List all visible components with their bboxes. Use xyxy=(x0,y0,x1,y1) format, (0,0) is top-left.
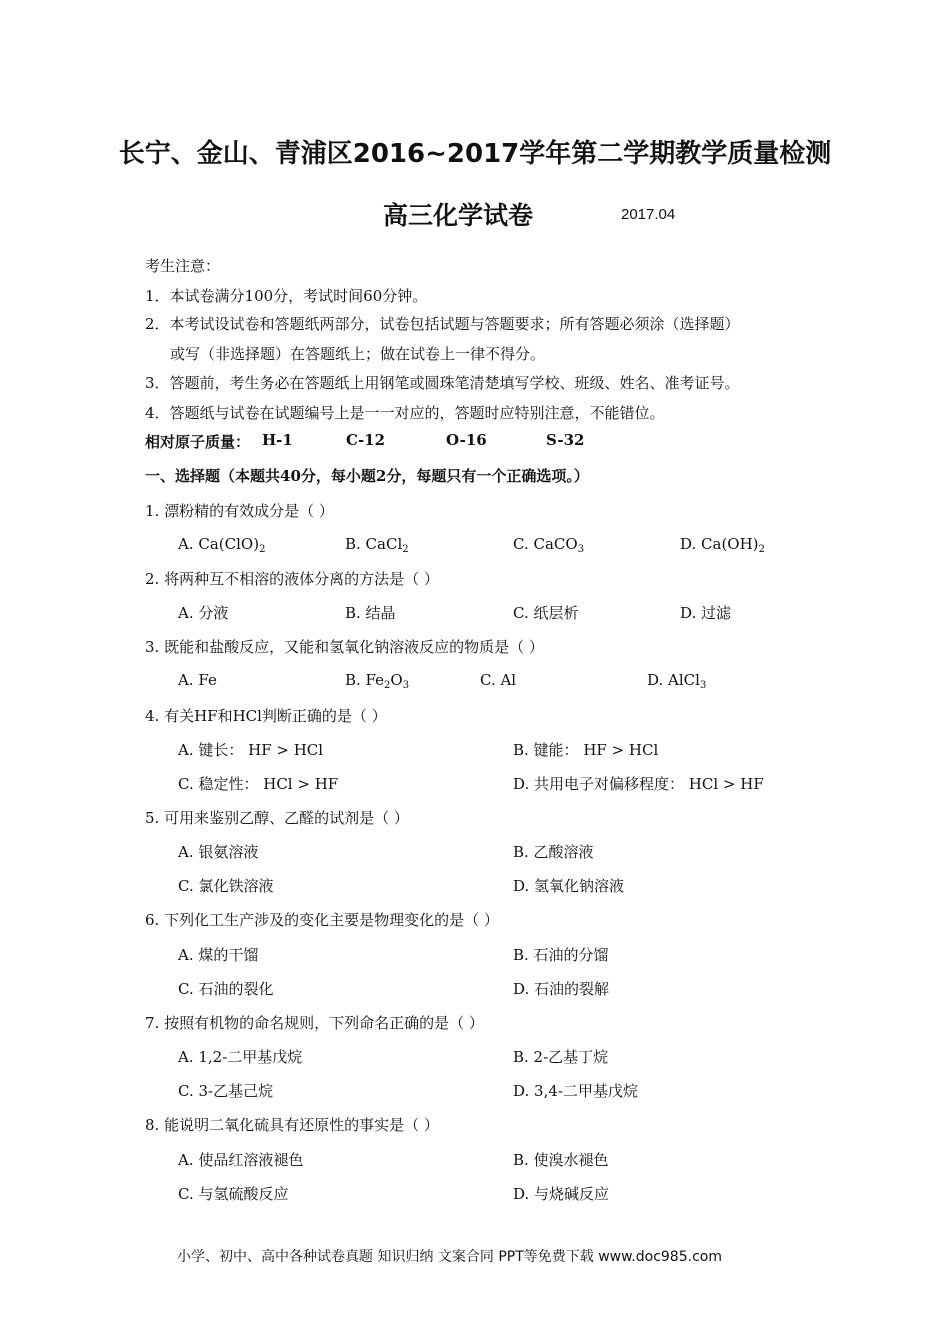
q7-option-b: B. 2-乙基丁烷 xyxy=(513,1048,609,1066)
section-title: 一、选择题（本题共40分，每小题2分，每题只有一个正确选项。） xyxy=(145,467,589,485)
q5-option-b: B. 乙酸溶液 xyxy=(513,843,594,861)
exam-subtitle: 高三化学试卷 xyxy=(383,201,534,230)
q5-option-a: A. 银氨溶液 xyxy=(178,843,259,861)
q3-option-a: A. Fe xyxy=(178,671,217,689)
q4-option-b: B. 键能： HF > HCl xyxy=(513,741,659,759)
q3-option-d: D. AlCl$_3$ xyxy=(647,671,707,691)
notice-item: 4．答题纸与试卷在试题编号上是一一对应的，答题时应特别注意，不能错位。 xyxy=(145,404,665,422)
q4-option-c: C. 稳定性： HCl > HF xyxy=(178,775,339,793)
q5-option-d: D. 氢氧化钠溶液 xyxy=(513,877,625,895)
q8-option-c: C. 与氢硫酸反应 xyxy=(178,1185,289,1203)
atomic-mass-s: S-32 xyxy=(546,431,585,449)
question-2-stem: 2. 将两种互不相溶的液体分离的方法是（ ） xyxy=(145,570,439,588)
atomic-mass-label: 相对原子质量： xyxy=(145,433,251,451)
q8-option-d: D. 与烧碱反应 xyxy=(513,1185,610,1203)
notice-item: 1．本试卷满分100分，考试时间60分钟。 xyxy=(145,287,428,305)
q6-option-b: B. 石油的分馏 xyxy=(513,946,609,964)
question-1-stem: 1. 漂粉精的有效成分是（ ） xyxy=(145,502,334,520)
q8-option-b: B. 使溴水褪色 xyxy=(513,1151,609,1169)
atomic-mass-o: O-16 xyxy=(446,431,487,449)
question-4-stem: 4. 有关HF和HCl判断正确的是（ ） xyxy=(145,707,387,725)
question-7-stem: 7. 按照有机物的命名规则，下列命名正确的是（ ） xyxy=(145,1014,484,1032)
q6-option-d: D. 石油的裂解 xyxy=(513,980,610,998)
exam-date: 2017.04 xyxy=(621,206,676,223)
q7-option-a: A. 1,2-二甲基戊烷 xyxy=(178,1048,303,1066)
q1-option-d: D. $Ca(OH)_2$ xyxy=(680,535,765,555)
exam-title: 长宁、金山、青浦区2016~2017学年第二学期教学质量检测 xyxy=(118,139,832,169)
q4-option-a: A. 键长： HF > HCl xyxy=(178,741,324,759)
question-5-stem: 5. 可用来鉴别乙醇、乙醛的试剂是（ ） xyxy=(145,809,409,827)
q7-option-d: D. 3,4-二甲基戊烷 xyxy=(513,1082,638,1100)
q2-option-a: A. 分液 xyxy=(178,604,229,622)
atomic-mass-c: C-12 xyxy=(346,431,386,449)
q2-option-d: D. 过滤 xyxy=(680,604,732,622)
notice-item: 2．本考试设试卷和答题纸两部分，试卷包括试题与答题要求；所有答题必须涂（选择题） xyxy=(145,315,740,333)
notice-heading: 考生注意： xyxy=(145,257,221,275)
q7-option-c: C. 3-乙基己烷 xyxy=(178,1082,274,1100)
q6-option-a: A. 煤的干馏 xyxy=(178,946,259,964)
q2-option-c: C. 纸层析 xyxy=(513,604,579,622)
question-8-stem: 8. 能说明二氧化硫具有还原性的事实是（ ） xyxy=(145,1116,439,1134)
q5-option-c: C. 氯化铁溶液 xyxy=(178,877,274,895)
q1-option-a: A. $Ca(ClO)_2$ xyxy=(178,535,266,555)
q6-option-c: C. 石油的裂化 xyxy=(178,980,274,998)
question-6-stem: 6. 下列化工生产涉及的变化主要是物理变化的是（ ） xyxy=(145,911,499,929)
q4-option-d: D. 共用电子对偏移程度： HCl > HF xyxy=(513,775,764,793)
notice-item: 3．答题前，考生务必在答题纸上用钢笔或圆珠笔清楚填写学校、班级、姓名、准考证号。 xyxy=(145,374,740,392)
question-3-stem: 3. 既能和盐酸反应，又能和氢氧化钠溶液反应的物质是（ ） xyxy=(145,638,544,656)
footer-text: 小学、初中、高中各种试卷真题 知识归纳 文案合同 PPT等免费下载 www.doc985.com xyxy=(177,1249,722,1265)
q3-option-c: C. Al xyxy=(480,671,517,689)
q2-option-b: B. 结晶 xyxy=(345,604,396,622)
atomic-mass-h: H-1 xyxy=(262,431,293,449)
q1-option-b: B. CaCl$_2$ xyxy=(345,535,409,555)
notice-item: 或写（非选择题）在答题纸上；做在试卷上一律不得分。 xyxy=(170,345,546,363)
q1-option-c: C. CaCO$_3$ xyxy=(513,535,585,555)
q8-option-a: A. 使品红溶液褪色 xyxy=(178,1151,304,1169)
q3-option-b: B. $Fe_2O_3$ xyxy=(345,671,410,691)
